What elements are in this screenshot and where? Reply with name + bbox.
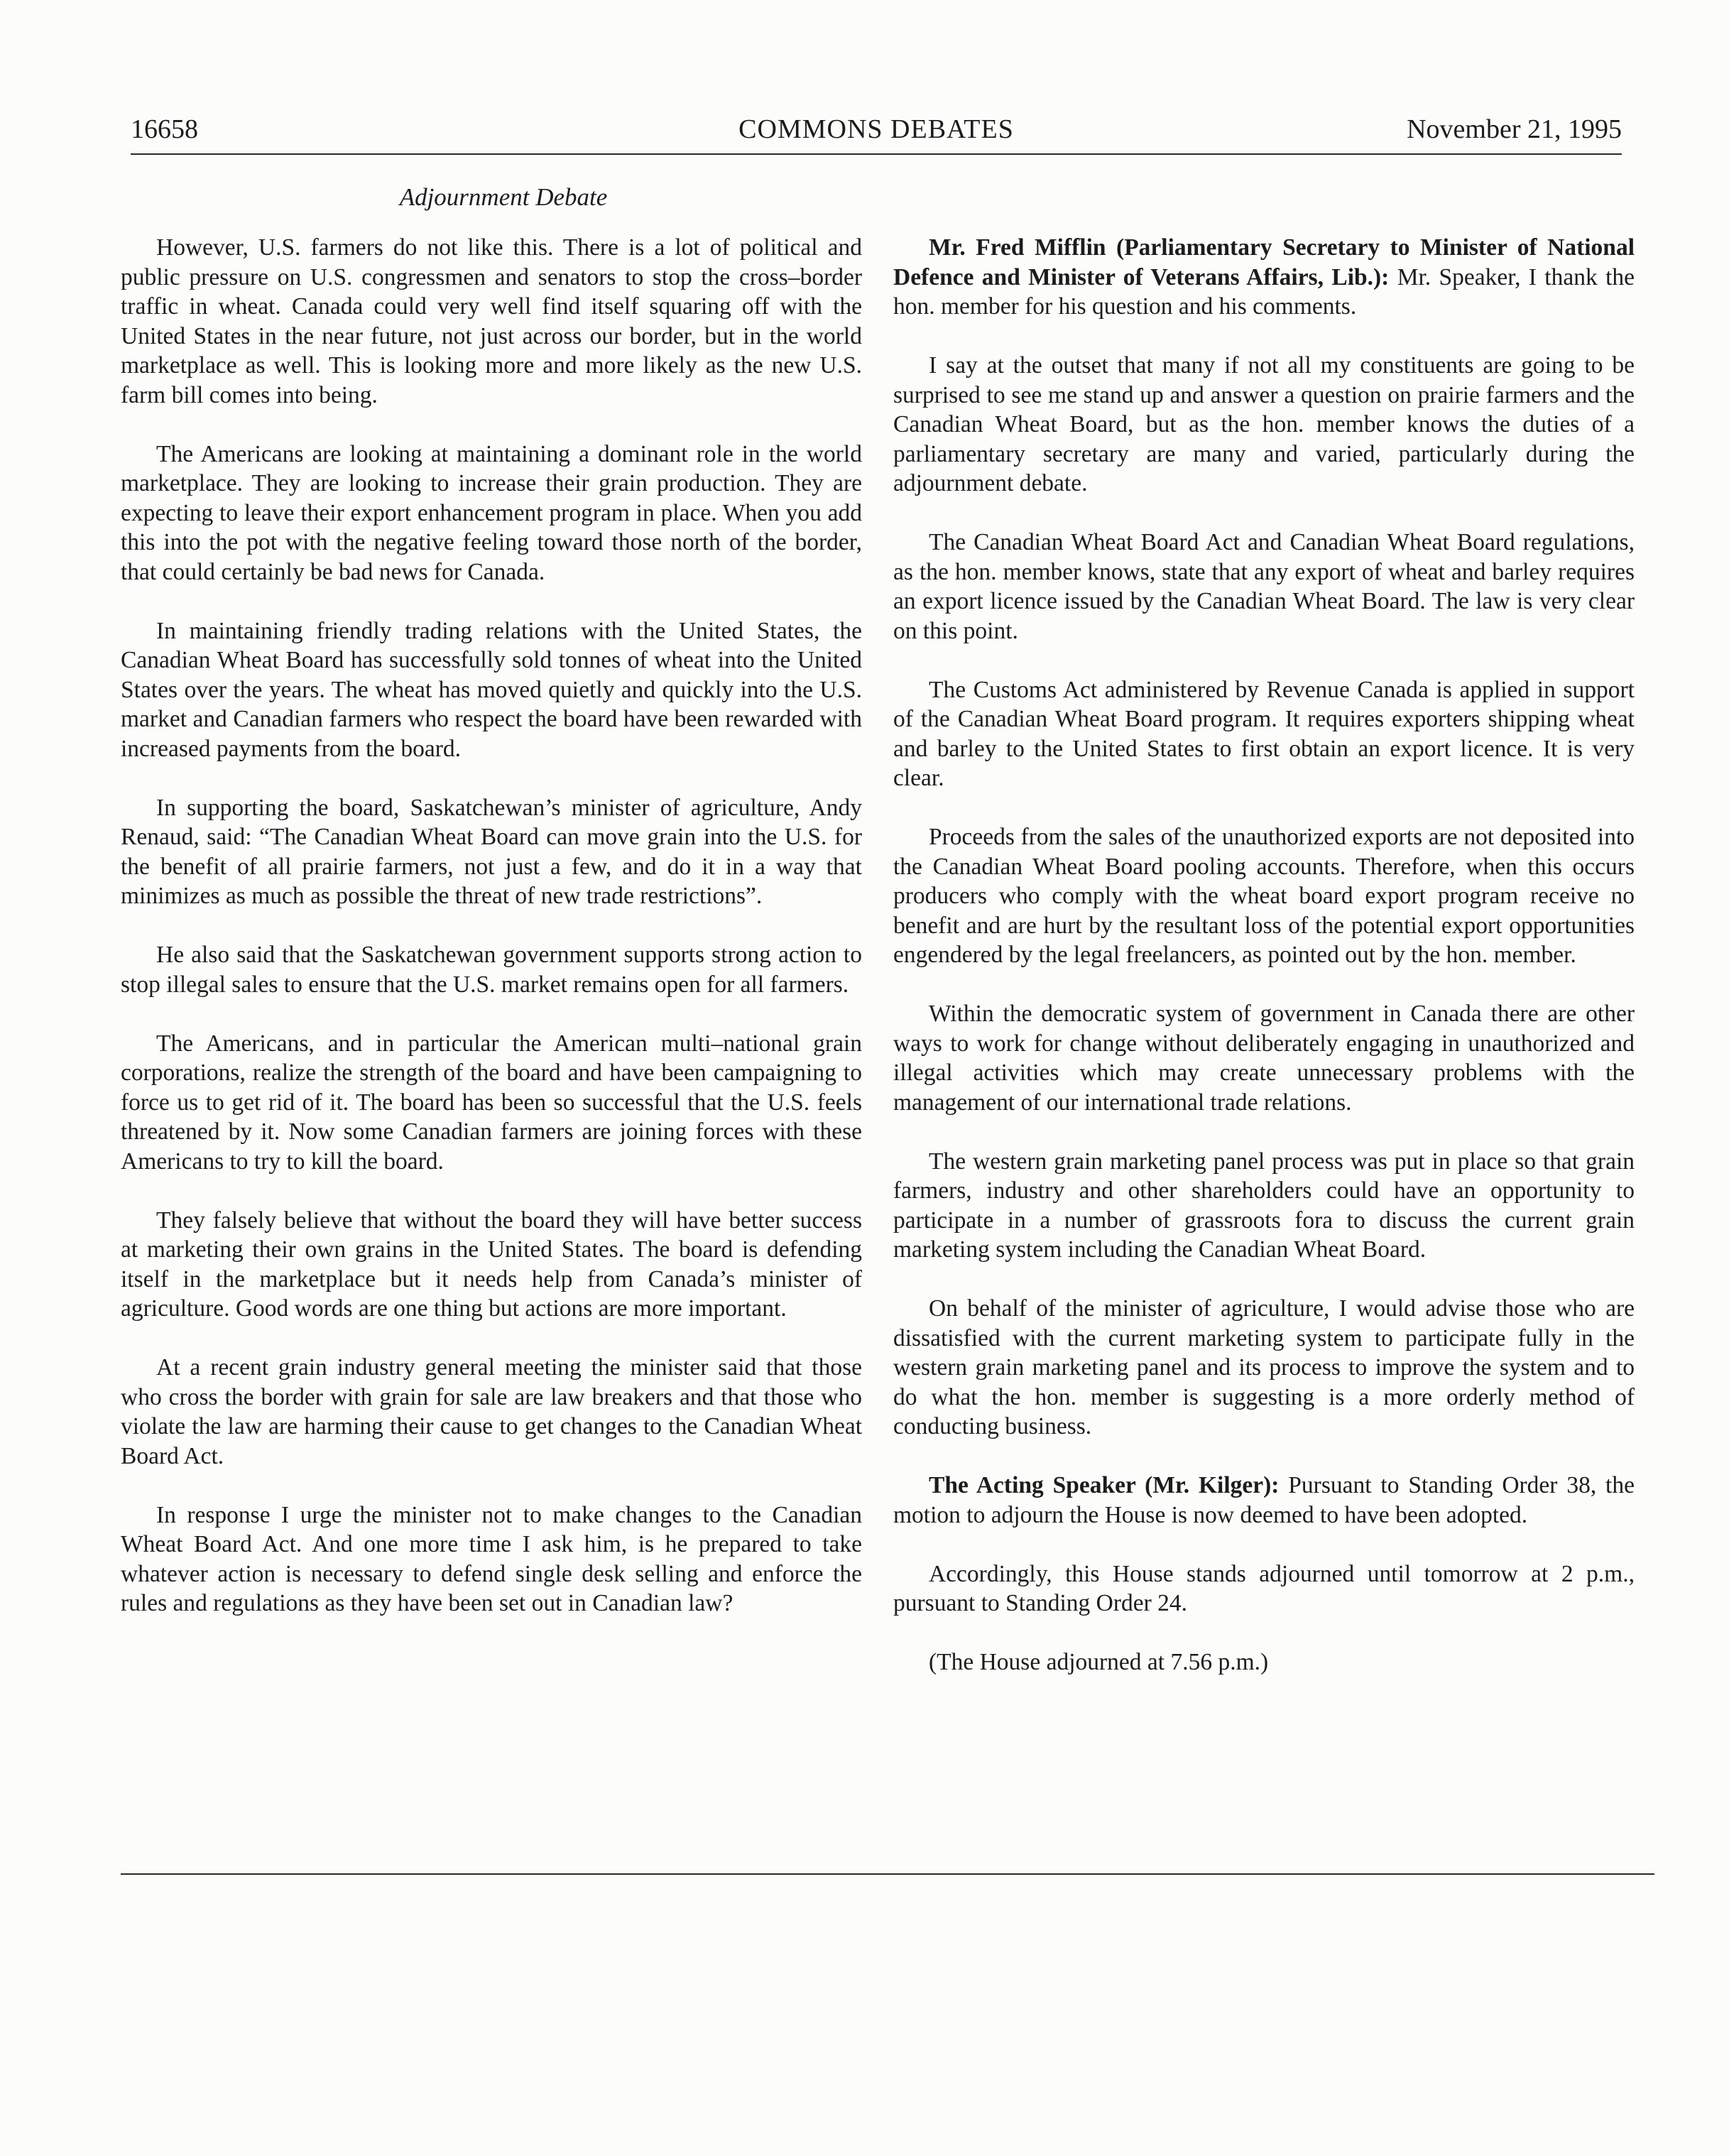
paragraph: They falsely believe that without the board they will have better success at marketing their own grains in the United States. The board is defending itself in the marketplace but it needs help from Canada’s minister of agriculture. Good words are one thing but actions are more important. xyxy=(121,1207,862,1322)
footer-rule xyxy=(121,1873,1654,1875)
paragraph: The Customs Act administered by Revenue Canada is applied in support of the Canadian Wheat Board program. It requires exporters shipping wheat and barley to the United States to first obtain an export licence. It is very clear. xyxy=(893,676,1635,791)
paragraph: In supporting the board, Saskatchewan’s minister of agriculture, Andy Renaud, said: “The Canadian Wheat Board can move grain into the U.S. for the benefit of all prairie farmers, not just a few, and do it in a way that minimizes as much as possible the threat of new trade restrictions”. xyxy=(121,794,862,909)
speech-text: Pursuant to Standing Order 38, the motion to adjourn the House is now deemed to have been adopted. xyxy=(893,1472,1635,1528)
speech-intro xyxy=(893,233,1635,322)
speaker-name: The Acting Speaker (Mr. Kilger): xyxy=(929,1472,1280,1498)
header-rule xyxy=(131,153,1622,155)
paragraph: Within the democratic system of government in Canada there are other ways to work for change without deliberately engaging in unauthorized and illegal activities which may create unnecessary problems with the management of our international trade relations. xyxy=(893,1001,1635,1116)
left-column xyxy=(121,233,862,1648)
paragraph: The Americans are looking at maintaining a dominant role in the world marketplace. They are looking to increase their grain production. They are expecting to leave their export enhancement program in place. When you add this into the pot with the negative feeling toward those north of the border, that could certainly be bad news for Canada. xyxy=(121,440,862,585)
publication-date: November 21, 1995 xyxy=(1407,114,1622,144)
paragraph: In response I urge the minister not to make changes to the Canadian Wheat Board Act. And one more time I ask him, is he prepared to take whatever action is necessary to defend single desk selling and enforce the rules and regulations as they have been set out in Canadian law? xyxy=(121,1501,862,1616)
section-label: Adjournment Debate xyxy=(399,183,608,211)
adjournment-note: (The House adjourned at 7.56 p.m.) xyxy=(929,1649,1269,1675)
publication-title: COMMONS DEBATES xyxy=(738,114,1014,144)
paragraph: On behalf of the minister of agriculture, I would advise those who are dissatisfied with the current marketing system to participate fully in the western grain marketing panel and its process to improve the system and to do what the hon. member is suggesting is a more orderly method of conducting business. xyxy=(893,1295,1635,1439)
paragraph: The Canadian Wheat Board Act and Canadian Wheat Board regulations, as the hon. member knows, state that any export of wheat and barley requires an export licence issued by the Canadian Wheat Board. The law is very clear on this point. xyxy=(893,529,1635,644)
speaker-name: Mr. Fred Mifflin (Parliamentary Secretary to Minister of National Defence and Minister of Veterans Affairs, Lib.): xyxy=(893,234,1635,290)
right-column xyxy=(893,233,1635,1706)
paragraph: The western grain marketing panel process was put in place so that grain farmers, industry and other shareholders could have an opportunity to participate in a number of grassroots fora to discuss the current grain marketing system including the Canadian Wheat Board. xyxy=(893,1148,1635,1263)
paragraph: However, U.S. farmers do not like this. There is a lot of political and public pressure on U.S. congressmen and senators to stop the cross–border traffic in wheat. Canada could very well find itself squaring off with the United States in the near future, not just across our border, but in the world marketplace as well. This is looking more and more likely as the new U.S. farm bill comes into being. xyxy=(121,234,862,408)
paragraph: Proceeds from the sales of the unauthorized exports are not deposited into the Canadian Wheat Board pooling accounts. Therefore, when this occurs producers who comply with the wheat board export program receive no benefit and are hurt by the resultant loss of the potential export opportunities engendered by the legal freelancers, as pointed out by the hon. member. xyxy=(893,824,1635,968)
paragraph: At a recent grain industry general meeting the minister said that those who cross the border with grain for sale are law breakers and that those who violate the law are harming their cause to get changes to the Canadian Wheat Board Act. xyxy=(121,1354,862,1469)
paragraph: In maintaining friendly trading relations with the United States, the Canadian Wheat Board has successfully sold tonnes of wheat into the United States over the years. The wheat has moved quietly and quickly into the U.S. market and Canadian farmers who respect the board have been rewarded with increased payments from the board. xyxy=(121,617,862,762)
page-header xyxy=(131,114,1622,153)
page-number: 16658 xyxy=(131,114,198,144)
paragraph: Accordingly, this House stands adjourned until tomorrow at 2 p.m., pursuant to Standing Order 24. xyxy=(893,1560,1635,1616)
paragraph: The Americans, and in particular the American multi–national grain corporations, realize the strength of the board and have been campaigning to force us to get rid of it. The board has been so successful that the U.S. feels threatened by it. Now some Canadian farmers are joining forces with these Americans to try to kill the board. xyxy=(121,1030,862,1175)
speech-text: Mr. Speaker, I thank the hon. member for his question and his comments. xyxy=(893,263,1635,320)
paragraph: He also said that the Saskatchewan government supports strong action to stop illegal sales to ensure that the U.S. market remains open for all farmers. xyxy=(121,942,862,998)
paragraph: I say at the outset that many if not all my constituents are going to be surprised to see me stand up and answer a question on prairie farmers and the Canadian Wheat Board, but as the hon. member knows the duties of a parliamentary secretary are many and varied, particularly during the adjournment debate. xyxy=(893,352,1635,496)
speech-intro xyxy=(893,1471,1635,1530)
